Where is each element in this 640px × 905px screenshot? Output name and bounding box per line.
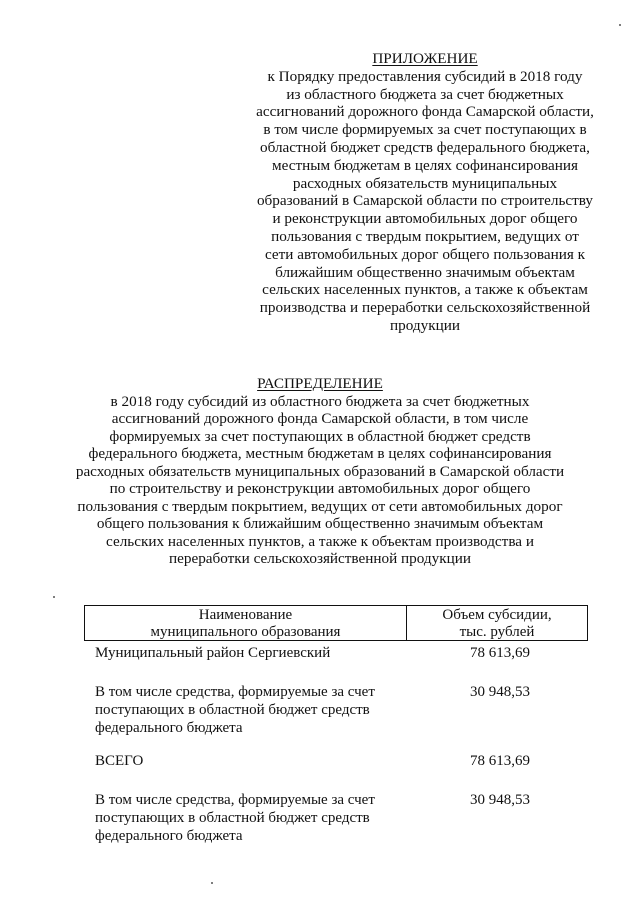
distribution-line: переработки сельскохозяйственной продукции [169, 550, 471, 567]
header-subsidy-amount [407, 606, 587, 640]
appendix-line: ассигнований дорожного фонда Самарской области, [256, 103, 594, 121]
header-municipality-line: Наименование [198, 607, 293, 623]
distribution-line: пользования с твердым покрытием, ведущих от сети автомобильных дорог [77, 497, 563, 515]
appendix-line: областной бюджет средств федерального бюджета, [260, 138, 590, 156]
row-value: 30 948,53 [470, 792, 530, 808]
appendix-line: и реконструкции автомобильных дорог общего [272, 210, 578, 228]
table-row [95, 644, 585, 662]
header-municipality [85, 606, 407, 640]
appendix-line: к Порядку предоставления субсидий в 2018 году [267, 67, 583, 85]
appendix-line: в том числе формируемых за счет поступающих в [263, 121, 587, 139]
distribution-line: по строительству и реконструкции автомобильных дорог общего [109, 480, 531, 497]
row-value: 30 948,53 [470, 684, 530, 700]
table-row [95, 791, 585, 845]
distribution-line: федерального бюджета, местным бюджетам в целях софинансирования [88, 445, 552, 462]
table-row [95, 683, 585, 737]
row-name-line: поступающих в областной бюджет средств [95, 702, 370, 718]
appendix-line: сети автомобильных дорог общего пользования к [265, 245, 585, 263]
appendix-title: ПРИЛОЖЕНИЕ [372, 50, 478, 67]
row-value: 78 613,69 [470, 645, 530, 661]
appendix-line: пользования с твердым покрытием, ведущих от [271, 227, 579, 245]
row-name-line: В том числе средства, формируемые за счет [95, 684, 375, 700]
appendix-line: расходных обязательств муниципальных [292, 174, 558, 192]
header-subsidy-line: тыс. рублей [459, 624, 535, 640]
row-name [95, 683, 415, 737]
distribution-line: общего пользования к ближайшим общественно значимым объектам [96, 515, 544, 532]
appendix-line: сельских населенных пунктов, а также к объектам [262, 281, 588, 299]
row-name-line: В том числе средства, формируемые за счет [95, 792, 375, 808]
row-name [95, 791, 415, 845]
distribution-title: РАСПРЕДЕЛЕНИЕ [257, 375, 383, 392]
table-header [84, 605, 588, 641]
row-name-line: Муниципальный район Сергиевский [95, 645, 331, 661]
appendix-line: продукции [390, 316, 460, 334]
scan-speck [619, 24, 621, 26]
row-name [95, 644, 415, 662]
appendix-line: из областного бюджета за счет бюджетных [286, 85, 564, 103]
row-value: 78 613,69 [470, 753, 530, 769]
distribution-block [55, 375, 585, 568]
distribution-line: ассигнований дорожного фонда Самарской области, в том числе [111, 410, 529, 427]
scan-speck [211, 882, 213, 884]
distribution-line: сельских населенных пунктов, а также к объектам производства и [106, 532, 534, 550]
table-row [95, 752, 585, 770]
appendix-line: производства и переработки сельскохозяйственной [259, 299, 591, 317]
row-name-line: ВСЕГО [95, 753, 144, 769]
row-name-line: поступающих в областной бюджет средств [95, 810, 370, 826]
scan-speck [53, 596, 55, 598]
row-name [95, 752, 415, 770]
distribution-line: расходных обязательств муниципальных образований в Самарской области [75, 462, 565, 480]
row-name-line: федерального бюджета [95, 828, 243, 844]
header-subsidy-line: Объем субсидии, [442, 607, 552, 623]
appendix-line: образований в Самарской области по строительству [256, 192, 594, 210]
distribution-line: в 2018 году субсидий из областного бюджета за счет бюджетных [110, 392, 530, 410]
appendix-block [240, 50, 610, 335]
distribution-line: формируемых за счет поступающих в областной бюджет средств [109, 427, 531, 445]
appendix-line: ближайшим общественно значимым объектам [275, 263, 575, 281]
header-municipality-line: муниципального образования [150, 624, 341, 640]
appendix-line: местным бюджетам в целях софинансирования [272, 156, 578, 174]
row-name-line: федерального бюджета [95, 720, 243, 736]
